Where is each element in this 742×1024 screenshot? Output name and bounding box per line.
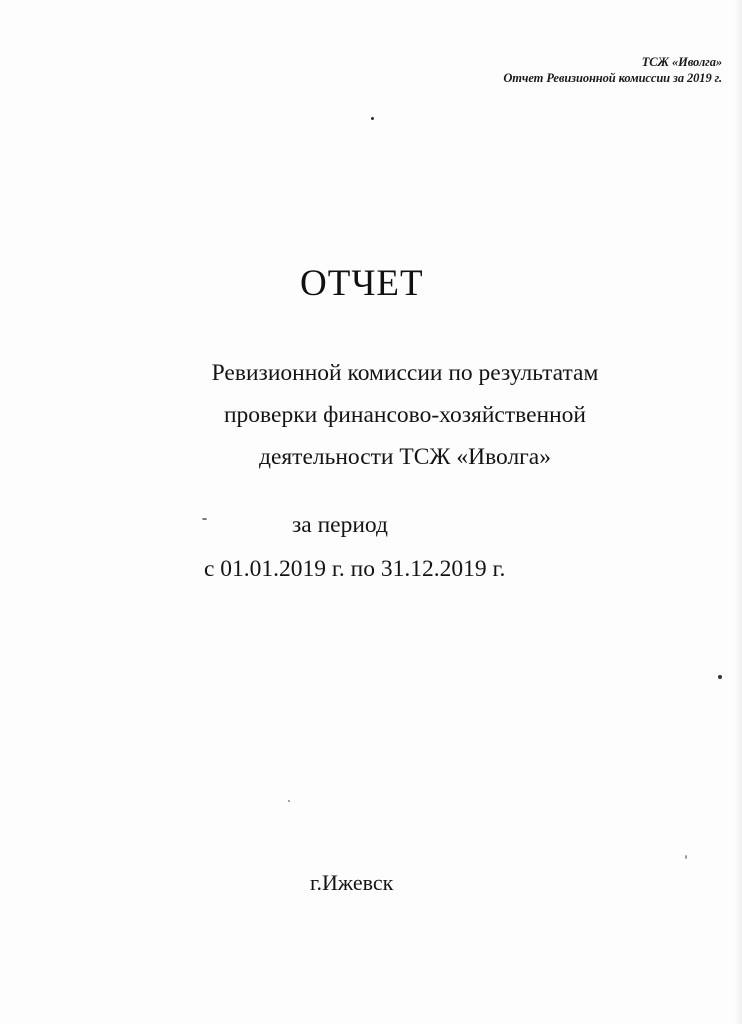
header-organization: ТСЖ «Иволга» (641, 55, 722, 69)
document-subtitle (180, 352, 630, 478)
scan-edge-shadow (734, 0, 742, 1024)
scan-speck (718, 675, 722, 679)
scan-speck (371, 117, 374, 120)
subtitle-line: деятельности ТСЖ «Иволга» (258, 444, 551, 470)
subtitle-line: Ревизионной комиссии по результатам (211, 360, 599, 386)
running-header (503, 54, 722, 86)
scan-speck (288, 800, 290, 802)
scan-speck (202, 518, 207, 520)
document-title: ОТЧЕТ (300, 263, 424, 304)
scan-speck (685, 855, 687, 859)
period-range: с 01.01.2019 г. по 31.12.2019 г. (204, 556, 506, 582)
header-report-reference: Отчет Ревизионной комиссии за 2019 г. (503, 71, 722, 85)
subtitle-line: проверки финансово-хозяйственной (223, 402, 586, 428)
city-name: г.Ижевск (310, 870, 394, 895)
period-label: за период (292, 512, 388, 538)
